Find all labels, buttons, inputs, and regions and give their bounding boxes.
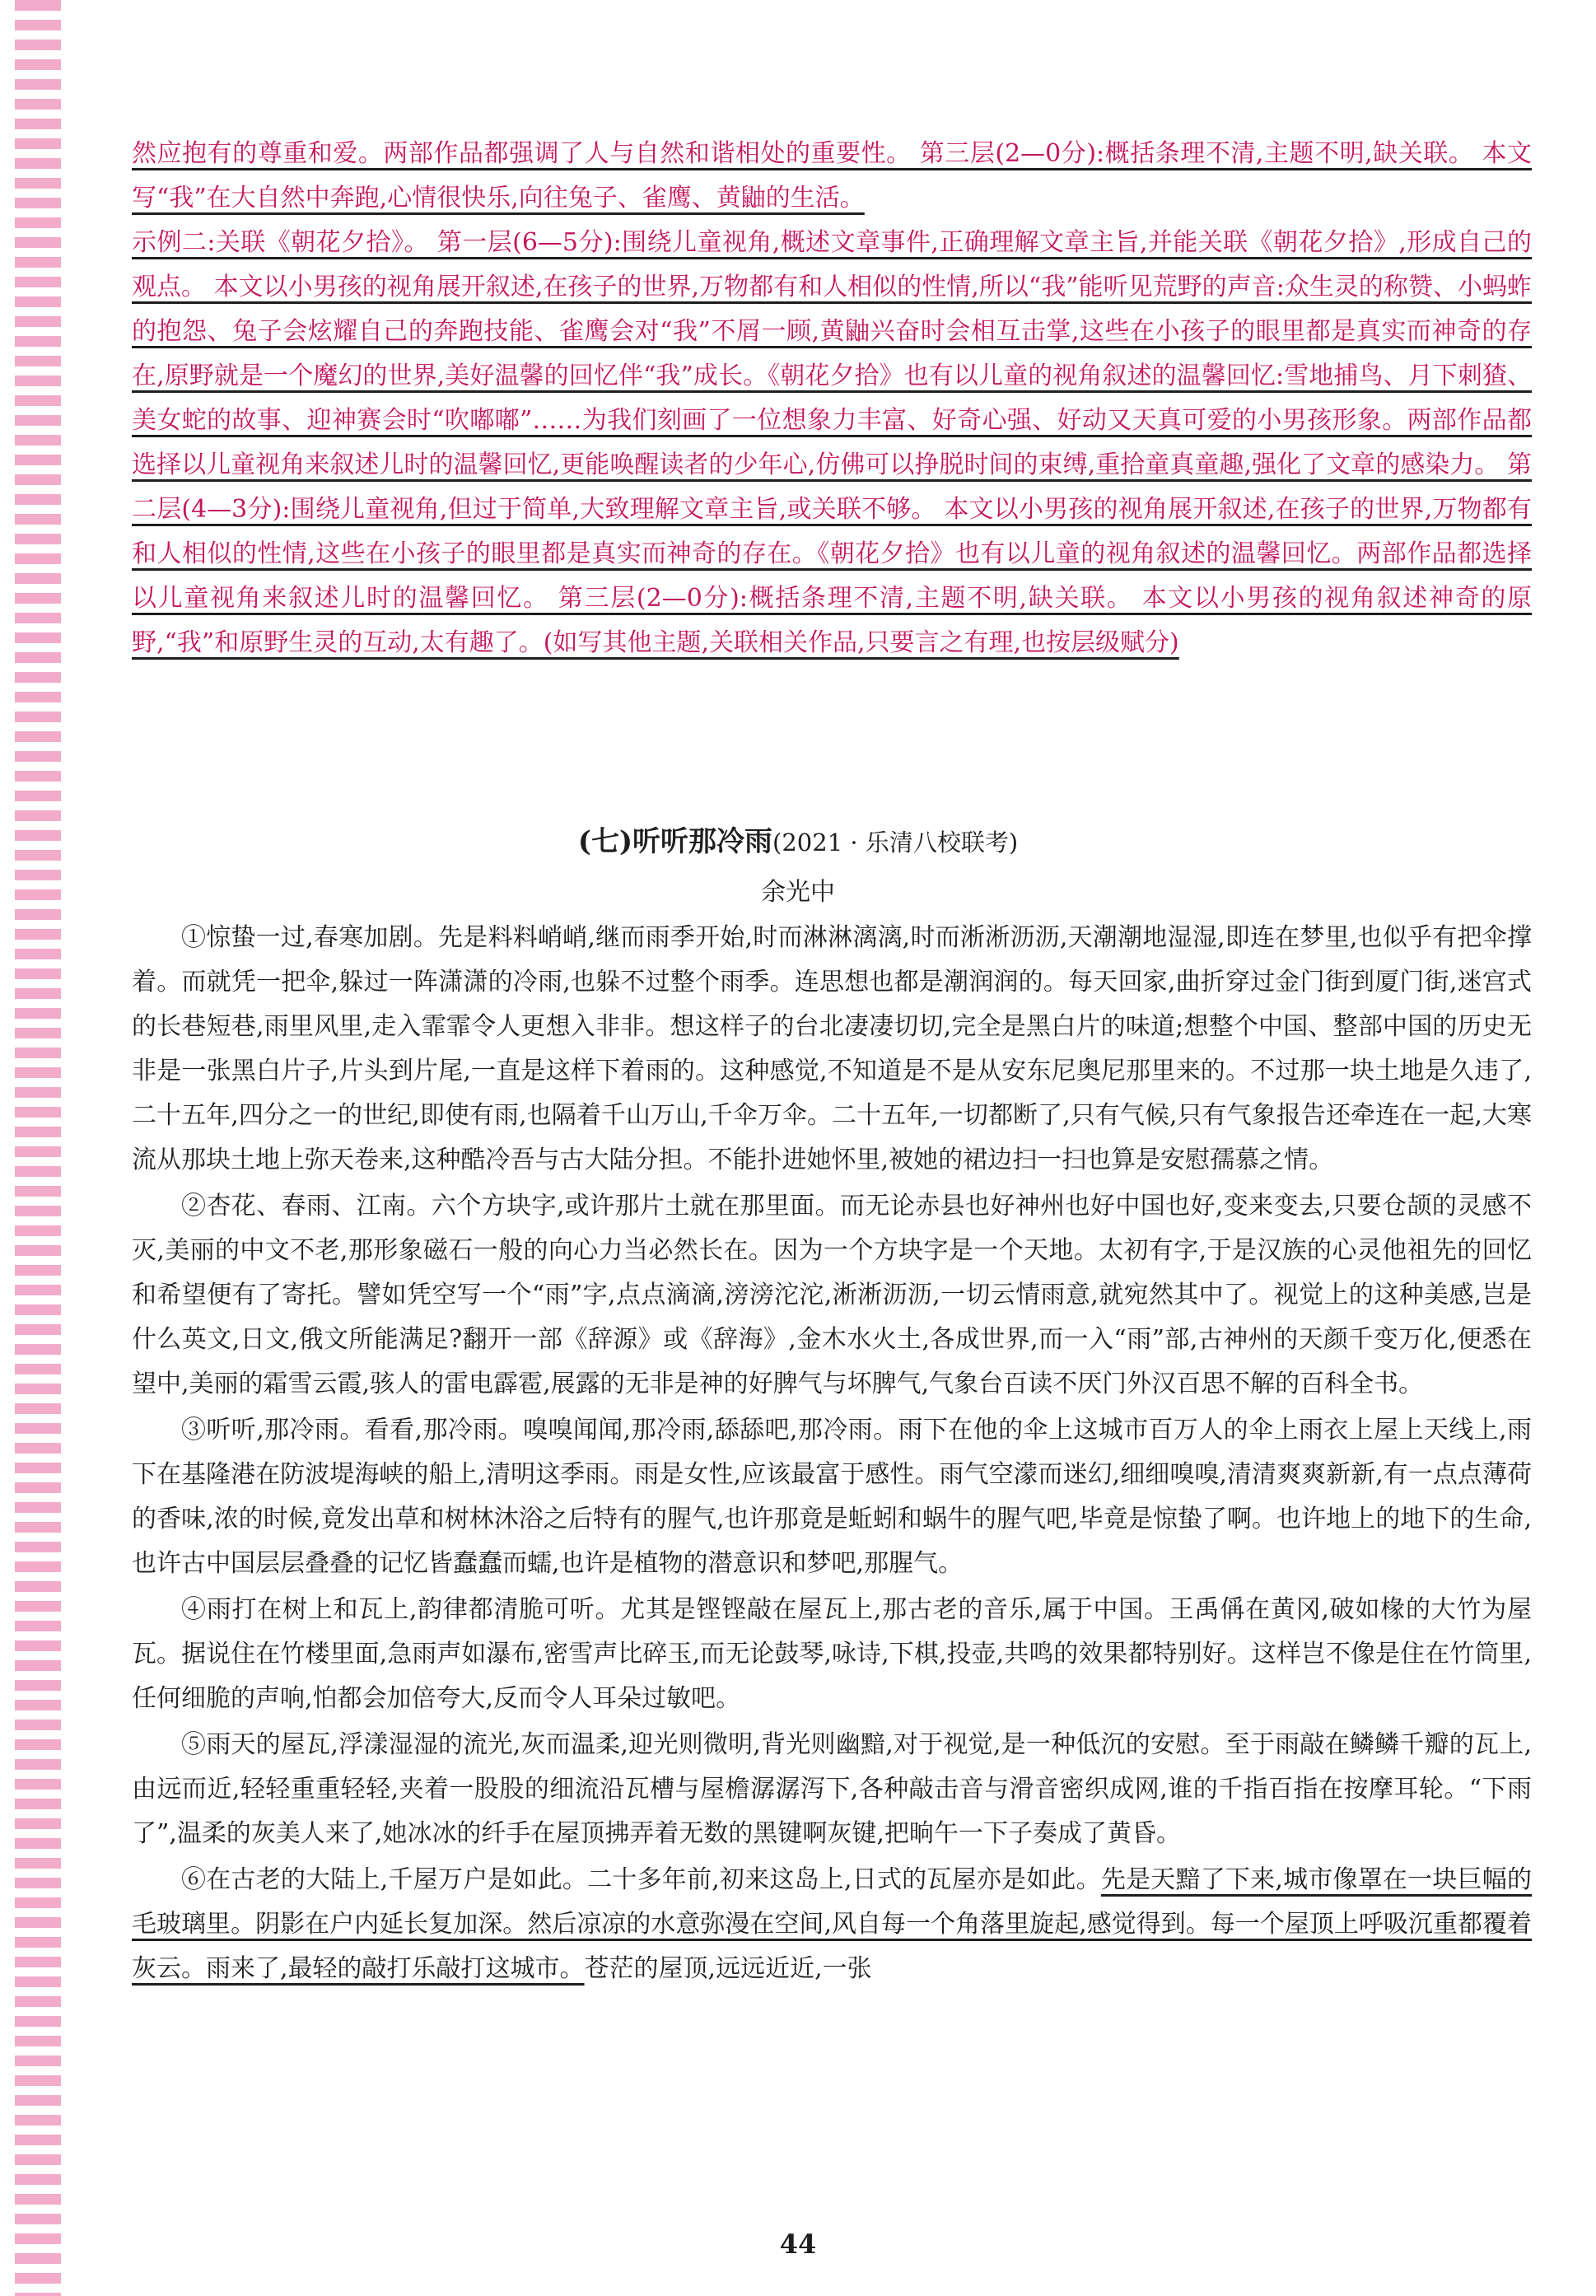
paragraph-5: ⑤雨天的屋瓦,浮漾湿湿的流光,灰而温柔,迎光则微明,背光则幽黯,对于视觉,是一种低沉的安慰。至于雨敲在鳞鳞千瓣的瓦上,由远而近,轻轻重重轻轻,夹着一股股的细流沿瓦槽与屋檐潺潺泻下,各种敲击音与滑音密织成网,谁的千指百指在按摩耳轮。“下雨了”,温柔的灰美人来了,她冰冰的纤手在屋顶拂弄着无数的黑键啊灰键,把晌午一下子奏成了黄昏。 (132, 1730, 1532, 1848)
paragraph-6-underlined: 先是天黯了下来,城市像罩在一块巨幅的毛玻璃里。阴影在户内延长复加深。然后凉凉的水意弥漫在空间,风自每一个角落里旋起,感觉得到。每一个屋顶上呼吸沉重都覆着灰云。雨来了,最轻的敲打乐敲打这城市。 (132, 1865, 1532, 1983)
paragraph-4: ④雨打在树上和瓦上,韵律都清脆可听。尤其是铿铿敲在屋瓦上,那古老的音乐,属于中国。王禹偁在黄冈,破如椽的大竹为屋瓦。据说住在竹楼里面,急雨声如瀑布,密雪声比碎玉,而无论鼓琴,咏诗,下棋,投壶,共鸣的效果都特别好。这样岂不像是住在竹筒里,任何细脆的声响,怕都会加倍夸大,反而令人耳朵过敏吧。 (132, 1595, 1532, 1713)
paragraph-1: ①惊蛰一过,春寒加剧。先是料料峭峭,继而雨季开始,时而淋淋漓漓,时而淅淅沥沥,天潮潮地湿湿,即连在梦里,也似乎有把伞撑着。而就凭一把伞,躲过一阵潇潇的冷雨,也躲不过整个雨季。连思想也都是潮润润的。每天回家,曲折穿过金门街到厦门街,迷宫式的长巷短巷,雨里风里,走入霏霏令人更想入非非。想这样子的台北凄凄切切,完全是黑白片的味道;想整个中国、整部中国的历史无非是一张黑白片子,片头到片尾,一直是这样下着雨的。这种感觉,不知道是不是从安东尼奥尼那里来的。不过那一块土地是久违了,二十五年,四分之一的世纪,即使有雨,也隔着千山万山,千伞万伞。二十五年,一切都断了,只有气候,只有气象报告还牵连在一起,大寒流从那块土地上弥天卷来,这种酷冷吾与古大陆分担。不能扑进她怀里,被她的裙边扫一扫也算是安慰孺慕之情。 (132, 923, 1532, 1174)
paragraph-2: ②杏花、春雨、江南。六个方块字,或许那片土就在那里面。而无论赤县也好神州也好中国也好,变来变去,只要仓颉的灵感不灭,美丽的中文不老,那形象磁石一般的向心力当必然长在。因为一个方块字是一个天地。太初有字,于是汉族的心灵他祖先的回忆和希望便有了寄托。譬如凭空写一个“雨”字,点点滴滴,滂滂沱沱,淅淅沥沥,一切云情雨意,就宛然其中了。视觉上的这种美感,岂是什么英文,日文,俄文所能满足?翻开一部《辞源》或《辞海》,金木水火土,各成世界,而一入“雨”部,古神州的天颜千变万化,便悉在望中,美丽的霜雪云霞,骇人的雷电霹雹,展露的无非是神的好脾气与坏脾气,气象台百读不厌门外汉百思不解的百科全书。 (132, 1192, 1532, 1398)
paragraph-6-end: 苍茫的屋顶,远远近近,一张 (584, 1954, 872, 1983)
article-body (132, 916, 1532, 1993)
answer-paragraph-1: 然应抱有的尊重和爱。两部作品都强调了人与自然和谐相处的重要性。 第三层(2—0分):概括条理不清,主题不明,缺关联。 本文写“我”在大自然中奔跑,心情很快乐,向往兔子、雀鹰、黄鼬的生活。 (132, 139, 1532, 212)
decorative-side-strip (15, 0, 61, 2296)
article-title (0, 824, 1596, 861)
article-title-text: (七)听听那冷雨 (577, 825, 773, 858)
paragraph-6-start: ⑥在古老的大陆上,千屋万户是如此。二十多年前,初来这岛上,日式的瓦屋亦是如此。 (181, 1865, 1101, 1894)
page-number: 44 (779, 2228, 817, 2260)
answer-paragraph-2: 示例二:关联《朝花夕拾》。 第一层(6—5分):围绕儿童视角,概述文章事件,正确理解文章主旨,并能关联《朝花夕拾》,形成自己的观点。 本文以小男孩的视角展开叙述,在孩子的世界,万物都有和人相似的性情,所以“我”能听见荒野的声音:众生灵的称赞、小蚂蚱的抱怨、兔子会炫耀自己的奔跑技能、雀鹰会对“我”不屑一顾,黄鼬兴奋时会相互击掌,这些在小孩子的眼里都是真实而神奇的存在,原野就是一个魔幻的世界,美好温馨的回忆伴“我”成长。《朝花夕拾》也有以儿童的视角叙述的温馨回忆:雪地捕鸟、月下刺猹、美女蛇的故事、迎神赛会时“吹嘟嘟”……为我们刻画了一位想象力丰富、好奇心强、好动又天真可爱的小男孩形象。两部作品都选择以儿童视角来叙述儿时的温馨回忆,更能唤醒读者的少年心,仿佛可以挣脱时间的束缚,重拾童真童趣,强化了文章的感染力。 第二层(4—3分):围绕儿童视角,但过于简单,大致理解文章主旨,或关联不够。 本文以小男孩的视角展开叙述,在孩子的世界,万物都有和人相似的性情,这些在小孩子的眼里都是真实而神奇的存在。《朝花夕拾》也有以儿童的视角叙述的温馨回忆。两部作品都选择以儿童视角来叙述儿时的温馨回忆。 第三层(2—0分):概括条理不清,主题不明,缺关联。 本文以小男孩的视角叙述神奇的原野,“我”和原野生灵的互动,太有趣了。(如写其他主题,关联相关作品,只要言之有理,也按层级赋分) (132, 228, 1532, 657)
article-author: 余光中 (761, 878, 835, 907)
paragraph-6 (132, 1858, 1532, 1991)
article-source: (2021 · 乐清八校联考) (772, 828, 1019, 856)
paragraph-3: ③听听,那冷雨。看看,那冷雨。嗅嗅闻闻,那冷雨,舔舔吧,那冷雨。雨下在他的伞上这城市百万人的伞上雨衣上屋上天线上,雨下在基隆港在防波堤海峡的船上,清明这季雨。雨是女性,应该最富于感性。雨气空濛而迷幻,细细嗅嗅,清清爽爽新新,有一点点薄荷的香味,浓的时候,竟发出草和树林沐浴之后特有的腥气,也许那竟是蚯蚓和蜗牛的腥气吧,毕竟是惊蛰了啊。也许地上的地下的生命,也许古中国层层叠叠的记忆皆蠢蠢而蠕,也许是植物的潜意识和梦吧,那腥气。 (132, 1416, 1532, 1578)
answer-section (132, 132, 1532, 665)
